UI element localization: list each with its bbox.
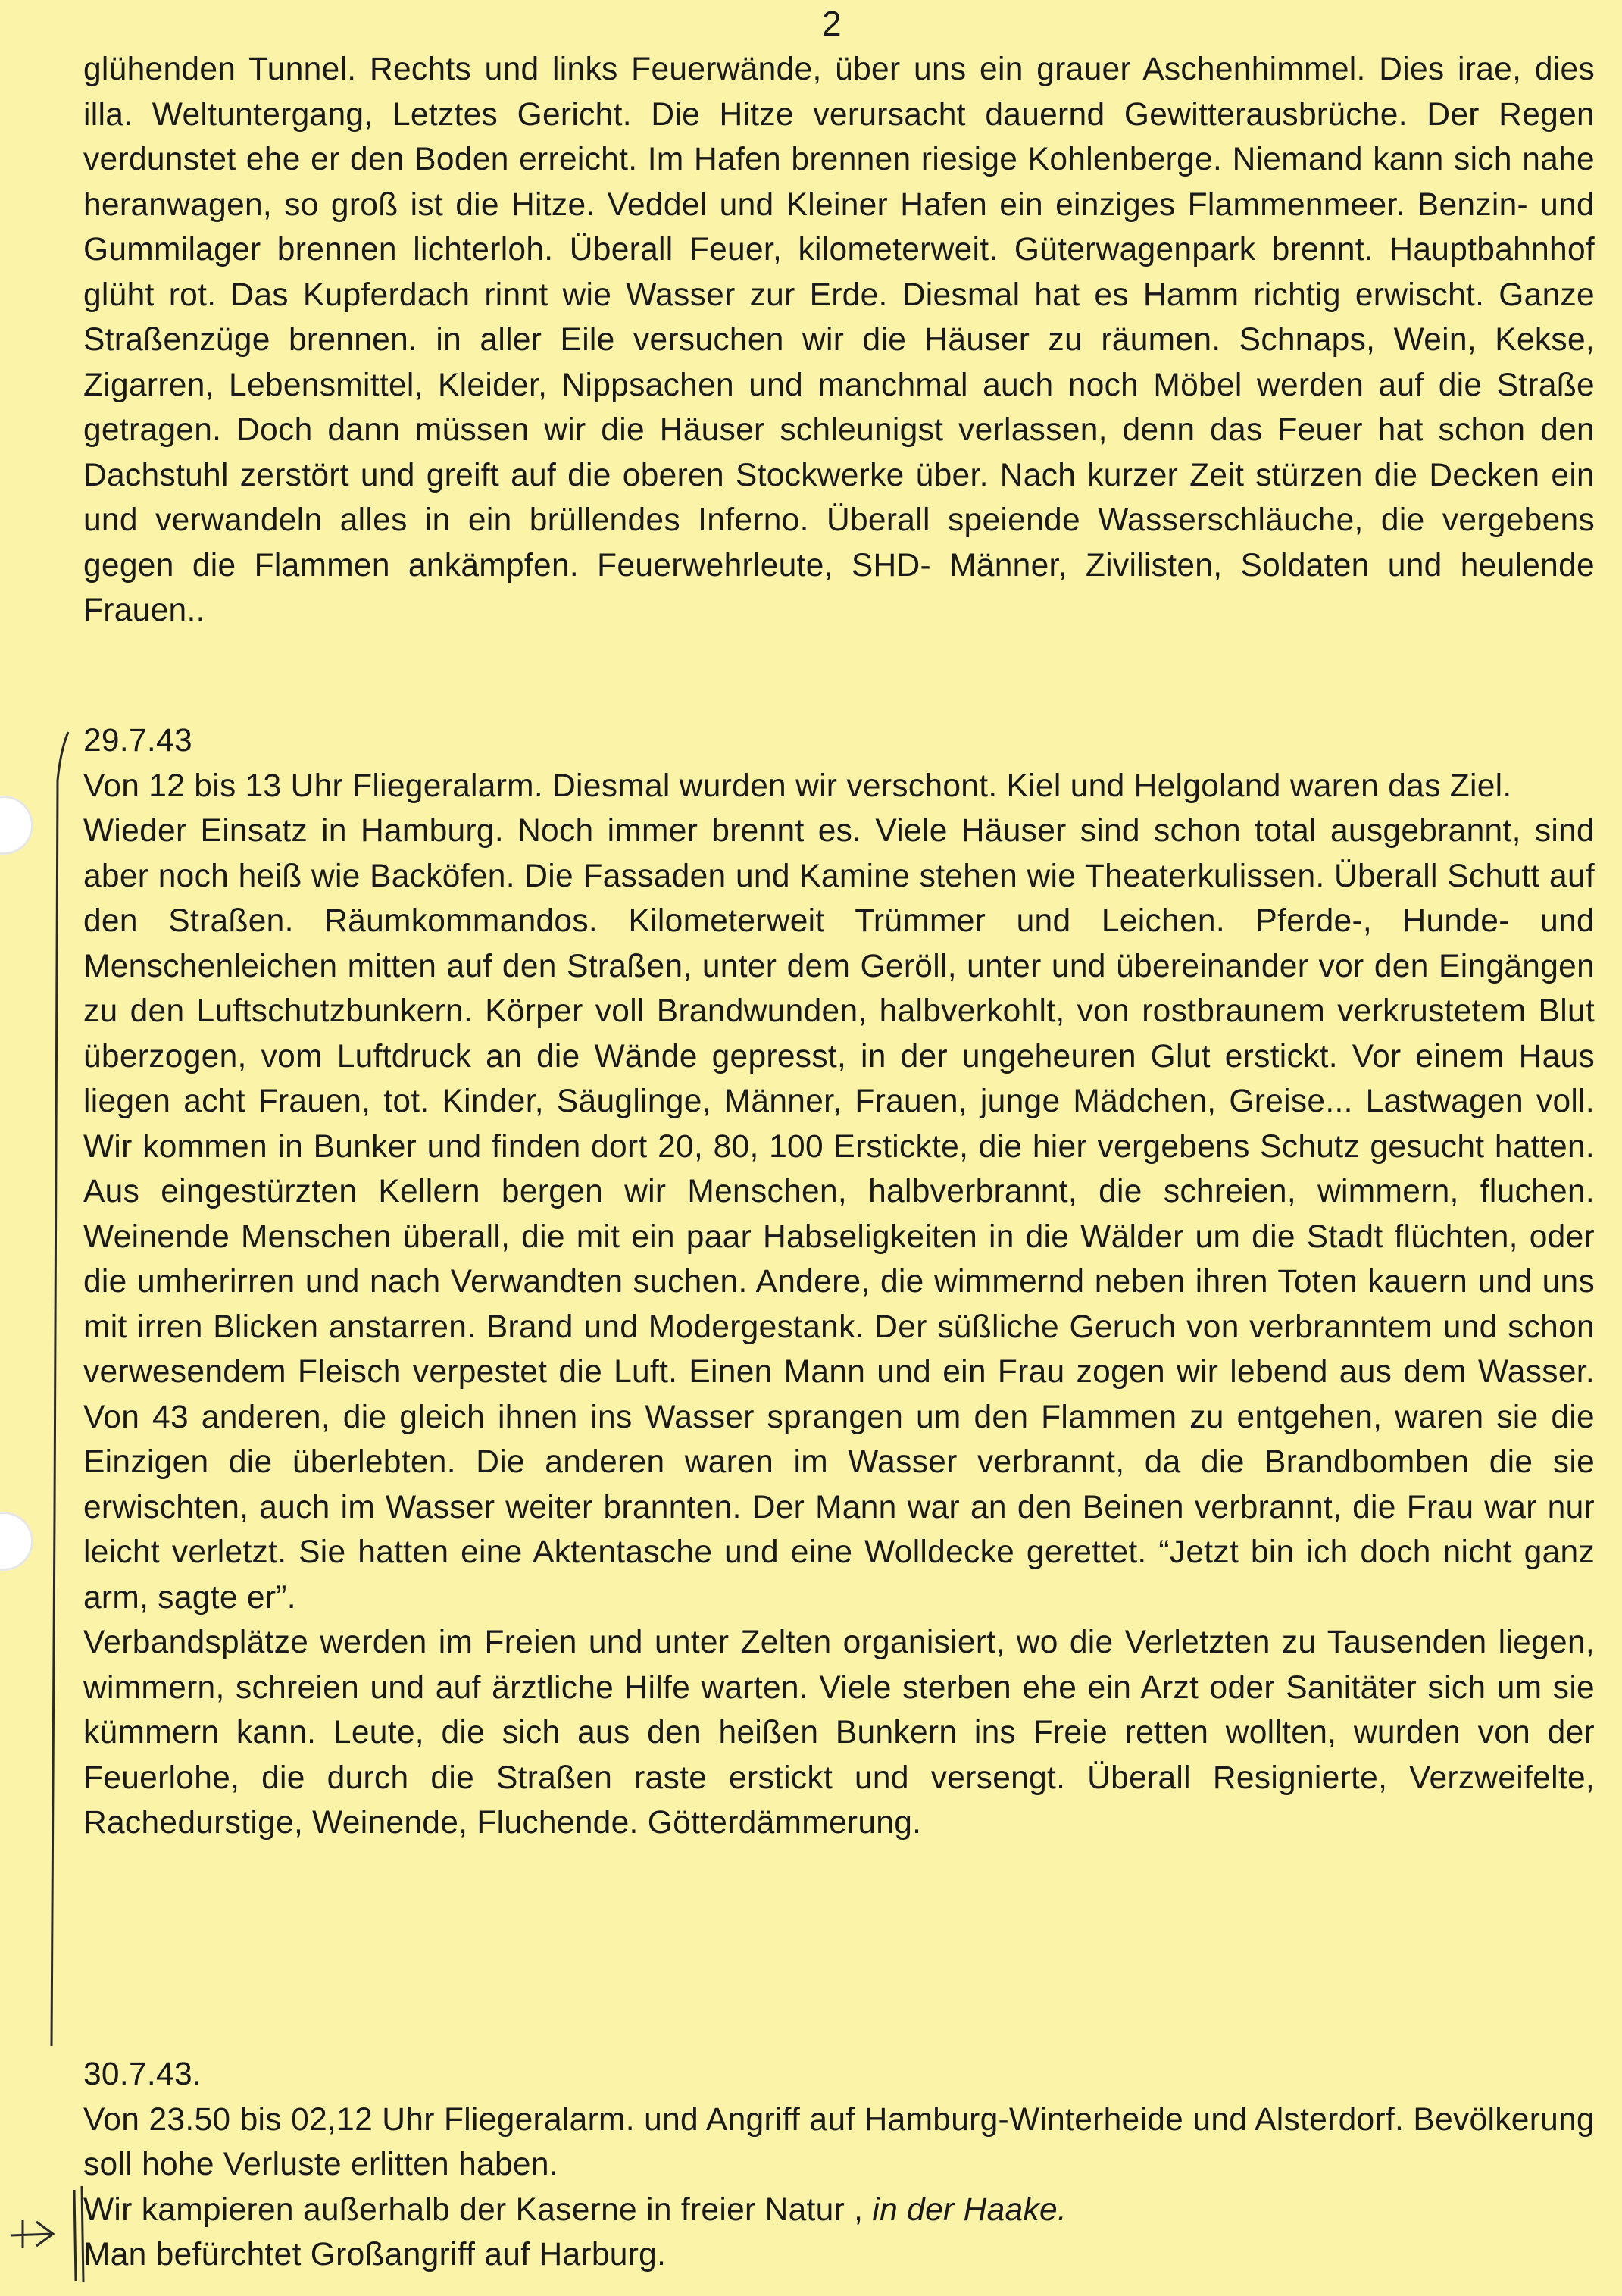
camp-line: Wir kampieren außerhalb der Kaserne in freier Natur ,: [83, 2191, 864, 2228]
margin-arrow-mark: [11, 2220, 53, 2248]
page-number: 2: [822, 4, 842, 43]
paragraph: Man befürchtet Großangriff auf Harburg.: [83, 2237, 667, 2273]
date-heading: 29.7.43: [83, 723, 192, 759]
margin-double-line: [82, 2186, 83, 2282]
paragraph: glühenden Tunnel. Rechts und links Feuerwände, über uns ein grauer Aschenhimmel. Dies irae, dies illa. Weltuntergang, Letztes Gericht. Die Hitze verursacht dauernd Gewitterausbrüche. Der Regen verdunstet ehe er den Boden erreicht. Im Hafen brennen riesige Kohlenberge. Niemand kann sich nahe heranwagen, so groß ist die Hitze. Veddel und Kleiner Hafen ein einziges Flammenmeer. Benzin- und Gummilager brennen lichterloh. Überall Feuer, kilometerweit. Güterwagenpark brennt. Hauptbahnhof glüht rot. Das Kupferdach rinnt wie Wasser zur Erde. Diesmal hat es Hamm richtig erwischt. Ganze Straßenzüge brennen. in aller Eile versuchen wir die Häuser zu räumen. Schnaps, Wein, Kekse, Zigarren, Lebensmittel, Kleider, Nippsachen und manchmal auch noch Möbel werden auf die Straße getragen. Doch dann müssen wir die Häuser schleunigst verlassen, denn das Feuer hat schon den Dachstuhl zerstört und greift auf die oberen Stockwerke über. Nach kurzer Zeit stürzen die Decken ein und verwandeln alles in ein brüllendes Inferno. Überall speiende Wasserschläuche, die vergebens gegen die Flammen ankämpfen. Feuerwehrleute, SHD- Männer, Zivilisten, Soldaten und heulende Frauen..: [83, 52, 1595, 628]
paragraph: Von 23.50 bis 02,12 Uhr Fliegeralarm. und Angriff auf Hamburg-Winterheide und Alsterdorf. Bevölkerung soll hohe Verluste erlitten haben.: [83, 2101, 1595, 2182]
margin-double-line: [74, 2190, 76, 2281]
paragraph: Von 12 bis 13 Uhr Fliegeralarm. Diesmal wurden wir verschont. Kiel und Helgoland waren das Ziel.: [83, 768, 1512, 804]
margin-bracket-line: [52, 732, 68, 2046]
camp-line-italic: in der Haake.: [872, 2191, 1067, 2228]
paragraph: Wieder Einsatz in Hamburg. Noch immer brennt es. Viele Häuser sind schon total ausgebrannt, sind aber noch heiß wie Backöfen. Die Fassaden und Kamine stehen wie Theaterkulissen. Überall Schutt auf den Straßen. Räumkommandos. Kilometerweit Trümmer und Leichen. Pferde-, Hunde- und Menschenleichen mitten auf den Straßen, unter dem Geröll, unter und übereinander vor den Eingängen zu den Luftschutzbunkern. Körper voll Brandwunden, halbverkohlt, von rostbraunem verkrustetem Blut überzogen, vom Luftdruck an die Wände gepresst, in der ungeheuren Glut erstickt. Vor einem Haus liegen acht Frauen, tot. Kinder, Säuglinge, Männer, Frauen, junge Mädchen, Greise... Lastwagen voll. Wir kommen in Bunker und finden dort 20, 80, 100 Erstickte, die hier vergebens Schutz gesucht hatten. Aus eingestürzten Kellern bergen wir Menschen, halbverbrannt, die schreien, wimmern, fluchen. Weinende Menschen überall, die mit ein paar Habseligkeiten in die Wälder um die Stadt flüchten, oder die umherirren und nach Verwandten suchen. Andere, die wimmernd neben ihren Toten kauern und uns mit irren Blicken anstarren. Brand und Modergestank. Der süßliche Geruch von verbranntem und schon verwesendem Fleisch verpestet die Luft. Einen Mann und ein Frau zogen wir lebend aus dem Wasser. Von 43 anderen, die gleich ihnen ins Wasser sprangen um den Flammen zu entgehen, waren sie die Einzigen die überlebten. Die anderen waren im Wasser verbrannt, da die Brandbomben die sie erwischten, auch im Wasser weiter brannten. Der Mann war an den Beinen verbrannt, die Frau war nur leicht verletzt. Sie hatten eine Aktentasche und eine Wolldecke gerettet. “Jetzt bin ich doch nicht ganz arm, sagte er”.: [83, 813, 1595, 1616]
paragraph: Verbandsplätze werden im Freien und unter Zelten organisiert, wo die Verletzten zu Tausenden liegen, wimmern, schreien und auf ärztliche Hilfe warten. Viele sterben ehe ein Arzt oder Sanitäter sich um sie kümmern kann. Leute, die sich aus den heißen Bunkern ins Freie retten wollten, wurden von der Feuerlohe, die durch die Straßen raste erstickt und versengt. Überall Resignierte, Verzweifelte, Rachedurstige, Weinende, Fluchende. Götterdämmerung.: [83, 1625, 1595, 1841]
date-heading: 30.7.43.: [83, 2057, 202, 2092]
